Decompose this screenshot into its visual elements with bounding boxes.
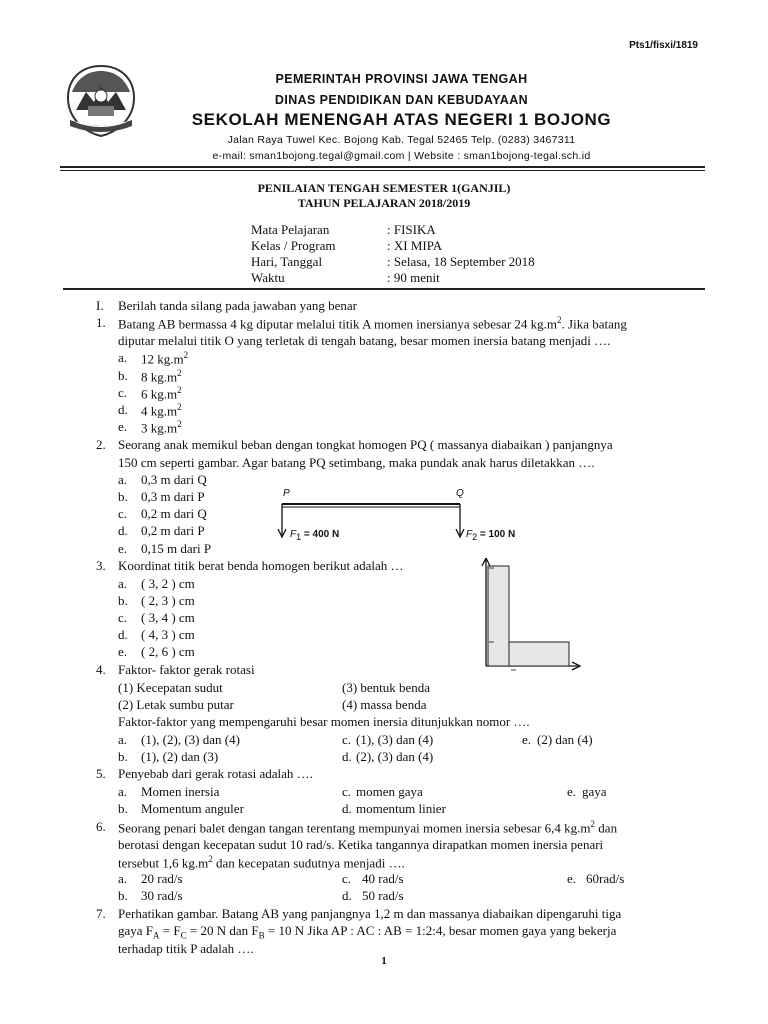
header-government: PEMERINTAH PROVINSI JAWA TENGAH bbox=[275, 72, 528, 86]
header-school-name: SEKOLAH MENENGAH ATAS NEGERI 1 BOJONG bbox=[191, 110, 612, 129]
option-letter: c. bbox=[118, 610, 128, 625]
option-letter: a. bbox=[118, 732, 128, 747]
option-text: ( 2, 3 ) cm bbox=[141, 593, 195, 608]
question-number: 1. bbox=[96, 315, 106, 330]
option-text: momentum linier bbox=[356, 801, 446, 816]
option-letter: c. bbox=[118, 385, 128, 400]
question-text: Faktor- faktor gerak rotasi bbox=[118, 662, 255, 677]
option-letter: d. bbox=[118, 523, 128, 538]
option-letter: d. bbox=[342, 749, 352, 764]
option-text: 50 rad/s bbox=[362, 888, 404, 903]
option-text: (1), (2) dan (3) bbox=[141, 749, 219, 764]
option-text: Momentum anguler bbox=[141, 801, 244, 816]
option-text: (1), (2), (3) dan (4) bbox=[141, 732, 240, 747]
point-p-label: P bbox=[283, 488, 290, 499]
document-code: Pts1/fisxi/1819 bbox=[629, 40, 698, 51]
option-letter: b. bbox=[118, 368, 128, 383]
option-text: 0,3 m dari Q bbox=[141, 472, 207, 487]
question-text: gaya $F_A = F_C = 20$ N dan $F_B = 10$ N Jika AP : AC : AB = 1:2:4, besar momen gaya yang bekerja bbox=[118, 923, 617, 941]
option-letter: a. bbox=[118, 350, 128, 365]
question-text: 150 cm seperti gambar. Agar batang PQ setimbang, maka pundak anak harus diletakkan …. bbox=[118, 455, 595, 470]
l-shape-diagram bbox=[478, 558, 582, 674]
option-text: 4 $kg.m^2$ bbox=[141, 402, 182, 419]
option-text: (1), (3) dan (4) bbox=[356, 732, 434, 747]
option-text: ( 4, 3 ) cm bbox=[141, 627, 195, 642]
option-letter: d. bbox=[342, 801, 352, 816]
section-number: I. bbox=[96, 298, 104, 313]
factor-item: (1) Kecepatan sudut bbox=[118, 680, 223, 695]
option-letter: c. bbox=[342, 732, 352, 747]
option-letter: e. bbox=[522, 732, 532, 747]
option-text: 0,15 m dari P bbox=[141, 541, 212, 556]
header-department: DINAS PENDIDIKAN DAN KEBUDAYAAN bbox=[274, 93, 529, 107]
option-letter: b. bbox=[118, 489, 128, 504]
horizontal-block bbox=[509, 642, 569, 666]
question-number: 2. bbox=[96, 437, 106, 452]
question-text: tersebut 1,6 $kg.m^2$ dan kecepatan sudutnya menjadi …. bbox=[118, 854, 405, 871]
option-letter: e. bbox=[567, 871, 577, 886]
option-letter: a. bbox=[118, 576, 128, 591]
option-text: 0,2 m dari P bbox=[141, 523, 205, 538]
page-number: 1 bbox=[381, 955, 387, 967]
option-text: Momen inersia bbox=[141, 784, 220, 799]
option-text: 40 rad/s bbox=[362, 871, 404, 886]
option-letter: b. bbox=[118, 801, 128, 816]
factor-item: (4) massa benda bbox=[342, 697, 427, 712]
option-text: 60rad/s bbox=[586, 871, 625, 886]
section-divider bbox=[63, 288, 705, 290]
option-text: 3 $kg.m^2$ bbox=[141, 419, 182, 436]
option-letter: c. bbox=[118, 506, 128, 521]
question-text: Perhatikan gambar. Batang AB yang panjangnya 1,2 m dan massanya diabaikan dipengaruhi tiga bbox=[118, 906, 622, 921]
meta-label: Mata Pelajaran bbox=[251, 222, 330, 237]
meta-label: Hari, Tanggal bbox=[251, 254, 323, 269]
option-letter: d. bbox=[118, 402, 128, 417]
option-letter: c. bbox=[342, 871, 352, 886]
option-text: ( 3, 4 ) cm bbox=[141, 610, 195, 625]
option-text: 0,3 m dari P bbox=[141, 489, 205, 504]
question-number: 4. bbox=[96, 662, 106, 677]
question-number: 3. bbox=[96, 558, 106, 573]
question-number: 7. bbox=[96, 906, 106, 921]
option-text: 0,2 m dari Q bbox=[141, 506, 207, 521]
question-number: 5. bbox=[96, 766, 106, 781]
option-letter: c. bbox=[342, 784, 352, 799]
force-f2-label: $F_2 = 100$ N bbox=[466, 529, 516, 542]
option-letter: e. bbox=[118, 644, 128, 659]
option-text: 8 $kg.m^2$ bbox=[141, 368, 182, 385]
option-text: (2), (3) dan (4) bbox=[356, 749, 434, 764]
option-text: ( 2, 6 ) cm bbox=[141, 644, 195, 659]
question-text: Faktor-faktor yang mempengaruhi besar momen inersia ditunjukkan nomor …. bbox=[118, 714, 530, 729]
question-text: berotasi dengan kecepatan sudut 10 rad/s. Ketika tangannya dirapatkan momen inersia penari bbox=[118, 837, 604, 852]
section-instruction: Berilah tanda silang pada jawaban yang benar bbox=[118, 298, 357, 313]
factor-item: (3) bentuk benda bbox=[342, 680, 431, 695]
question-number: 6. bbox=[96, 819, 106, 834]
point-q-label: Q bbox=[456, 488, 464, 499]
question-text: Koordinat titik berat benda homogen berikut adalah … bbox=[118, 558, 404, 573]
option-letter: d. bbox=[342, 888, 352, 903]
question-text: Seorang penari balet dengan tangan terentang mempunyai momen inersia sebesar 6,4 $kg.m^2$ dan bbox=[118, 819, 618, 836]
exam-year: TAHUN PELAJARAN 2018/2019 bbox=[297, 196, 471, 210]
header-address: Jalan Raya Tuwel Kec. Bojong Kab. Tegal 52465 Telp. (0283) 3467311 bbox=[227, 134, 576, 146]
option-text: gaya bbox=[582, 784, 607, 799]
meta-value: : 90 menit bbox=[387, 270, 440, 285]
question-text: terhadap titik P adalah …. bbox=[118, 941, 254, 956]
option-text: (2) dan (4) bbox=[537, 732, 593, 747]
option-letter: e. bbox=[118, 419, 128, 434]
option-text: ( 3, 2 ) cm bbox=[141, 576, 195, 591]
question-text: Batang AB bermassa 4 kg diputar melalui titik A momen inersianya sebesar 24 $kg.m^2$. Jika batang bbox=[118, 315, 627, 332]
option-letter: d. bbox=[118, 627, 128, 642]
question-text: Seorang anak memikul beban dengan tongkat homogen PQ ( massanya diabaikan ) panjangnya bbox=[118, 437, 613, 452]
option-letter: e. bbox=[567, 784, 577, 799]
header-contact: e-mail: sman1bojong.tegal@gmail.com | Website : sman1bojong-tegal.sch.id bbox=[212, 150, 591, 162]
option-letter: a. bbox=[118, 472, 128, 487]
option-letter: a. bbox=[118, 784, 128, 799]
option-text: 12 $kg.m^2$ bbox=[141, 350, 189, 367]
question-text: Penyebab dari gerak rotasi adalah …. bbox=[118, 766, 313, 781]
factor-item: (2) Letak sumbu putar bbox=[118, 697, 234, 712]
option-letter: a. bbox=[118, 871, 128, 886]
header-divider-thin bbox=[60, 170, 705, 171]
option-letter: b. bbox=[118, 749, 128, 764]
vertical-block bbox=[488, 566, 509, 666]
header-divider bbox=[60, 166, 705, 168]
meta-value: : XI MIPA bbox=[387, 238, 443, 253]
option-text: 30 rad/s bbox=[141, 888, 183, 903]
exam-title: PENILAIAN TENGAH SEMESTER 1(GANJIL) bbox=[257, 181, 511, 195]
meta-label: Waktu bbox=[251, 270, 285, 285]
option-letter: b. bbox=[118, 593, 128, 608]
option-text: 20 rad/s bbox=[141, 871, 183, 886]
option-letter: b. bbox=[118, 888, 128, 903]
option-text: 6 $kg.m^2$ bbox=[141, 385, 182, 402]
meta-label: Kelas / Program bbox=[251, 238, 336, 253]
force-f1-label: $F_1 = 400$ N bbox=[290, 529, 340, 542]
meta-value: : Selasa, 18 September 2018 bbox=[387, 254, 535, 269]
option-letter: e. bbox=[118, 541, 128, 556]
question-text: diputar melalui titik O yang terletak di tengah batang, besar momen inersia batang menjadi …. bbox=[118, 333, 611, 348]
meta-value: : FISIKA bbox=[387, 222, 436, 237]
option-text: momen gaya bbox=[356, 784, 423, 799]
